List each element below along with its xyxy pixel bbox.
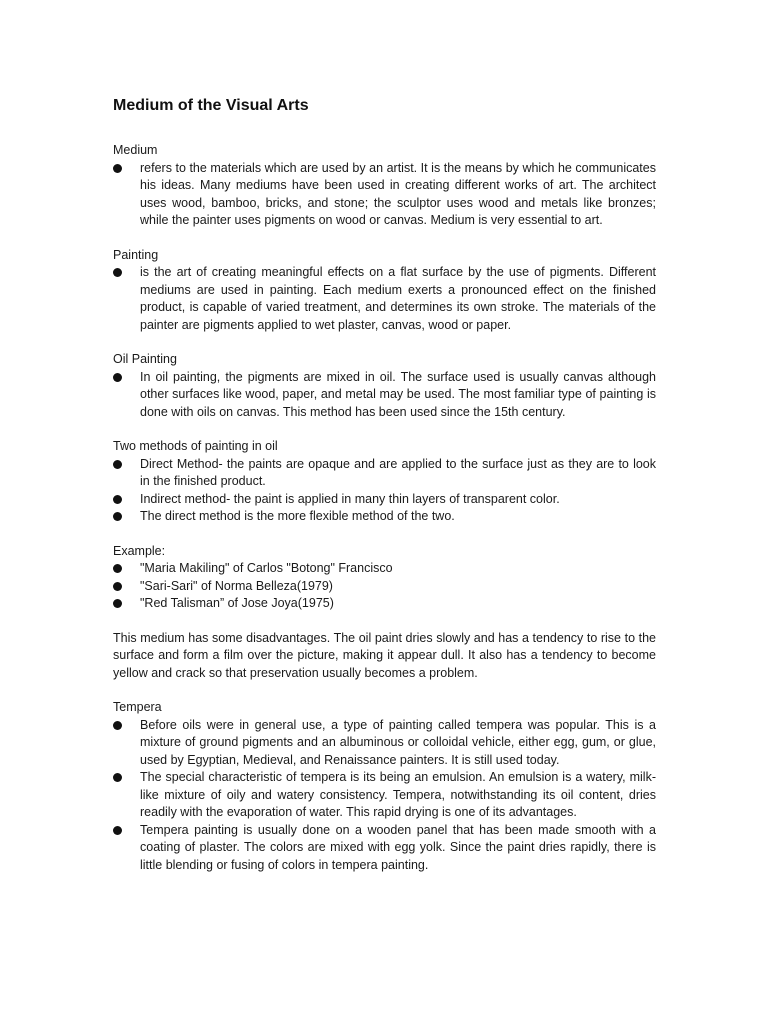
bullet-icon: [113, 599, 122, 608]
section-heading: Two methods of painting in oil: [113, 439, 278, 453]
bullet-icon: [113, 582, 122, 591]
list-item: [113, 769, 656, 822]
list-item: [113, 491, 656, 509]
bullet-icon: [113, 268, 122, 277]
bullet-list: [113, 160, 656, 230]
bullet-icon: [113, 373, 122, 382]
bullet-icon: [113, 495, 122, 504]
list-item: [113, 369, 656, 422]
section-heading: Medium: [113, 143, 158, 157]
list-item: [113, 508, 656, 526]
section-two-methods: [113, 438, 656, 526]
list-item-text: refers to the materials which are used by an artist. It is the means by which he communicates his ideas. Many mediums have been used in creating different works of art. The architect uses wood, bamboo, bricks, and stone; the sculptor uses wood and metals like bronzes; while the painter uses pigments on wood or canvas. Medium is very essential to art.: [140, 160, 656, 227]
list-item: [113, 160, 656, 230]
list-item-text: The direct method is the more flexible method of the two.: [140, 509, 455, 523]
list-item: [113, 717, 656, 770]
section-heading: Painting: [113, 247, 159, 262]
list-item: [113, 595, 656, 613]
section-painting: [113, 247, 656, 335]
list-item-text: Indirect method- the paint is applied in many thin layers of transparent color.: [140, 491, 560, 506]
bullet-icon: [113, 826, 122, 835]
bullet-list: [113, 264, 656, 334]
section-example: [113, 543, 656, 613]
list-item-text: In oil painting, the pigments are mixed in oil. The surface used is usually canvas although other surfaces like wood, paper, and metal may be used. The most familiar type of painting is done with oils on canvas. This method has been used since the 15th century.: [140, 369, 656, 419]
section-heading: Tempera: [113, 700, 162, 714]
section-heading: Oil Painting: [113, 352, 177, 366]
section-heading: Example:: [113, 543, 166, 558]
list-item-text: "Maria Makiling" of Carlos "Botong" Francisco: [140, 561, 393, 575]
bullet-list: [113, 369, 656, 422]
list-item: [113, 264, 656, 334]
list-item-text: Before oils were in general use, a type of painting called tempera was popular. This is a mixture of ground pigments and an albuminous or colloidal vehicle, either egg, gum, or glue, used by Egyptian, Medieval, and Renaissance painters. It is still used today.: [140, 717, 656, 767]
bullet-icon: [113, 564, 122, 573]
bullet-list: [113, 717, 656, 875]
list-item-text: The special characteristic of tempera is its being an emulsion. An emulsion is a watery, milk-like mixture of oily and watery consistency. Tempera, notwithstanding its oil content, dries readily with the evaporation of water. This rapid drying is one of its advantages.: [140, 770, 656, 819]
list-item: [113, 456, 656, 491]
section-oil-painting: [113, 351, 656, 421]
document-title: Medium of the Visual Arts: [113, 97, 309, 114]
section-medium: [113, 142, 656, 230]
section-tempera: [113, 699, 656, 874]
list-item-text: Tempera painting is usually done on a wooden panel that has been made smooth with a coating of plaster. The colors are mixed with egg yolk. Since the paint dries rapidly, there is little blending or fusing of colors in tempera painting.: [140, 822, 656, 872]
list-item-text: "Sari-Sari" of Norma Belleza(1979): [140, 578, 333, 593]
disadvantages-paragraph: This medium has some disadvantages. The oil paint dries slowly and has a tendency to rise to the surface and form a film over the picture, making it appear dull. It also has a tendency to become yellow and crack so that preservation usually becomes a problem.: [113, 630, 656, 680]
bullet-list: [113, 456, 656, 526]
list-item-text: "Red Talisman” of Jose Joya(1975): [140, 596, 334, 610]
bullet-icon: [113, 721, 122, 730]
bullet-icon: [113, 512, 122, 521]
list-item: [113, 822, 656, 875]
list-item: [113, 560, 656, 578]
list-item: [113, 578, 656, 596]
bullet-icon: [113, 164, 122, 173]
list-item-text: is the art of creating meaningful effects on a flat surface by the use of pigments. Different mediums are used in painting. Each medium exerts a pronounced effect on the finished product, is capable of varied treatment, and determines its own stroke. The materials of the painter are pigments applied to wet plaster, canvas, wood or paper.: [140, 265, 656, 332]
list-item-text: Direct Method- the paints are opaque and are applied to the surface just as they are to look in the finished product.: [140, 456, 656, 488]
bullet-list: [113, 560, 656, 613]
bullet-icon: [113, 773, 122, 782]
bullet-icon: [113, 460, 122, 469]
